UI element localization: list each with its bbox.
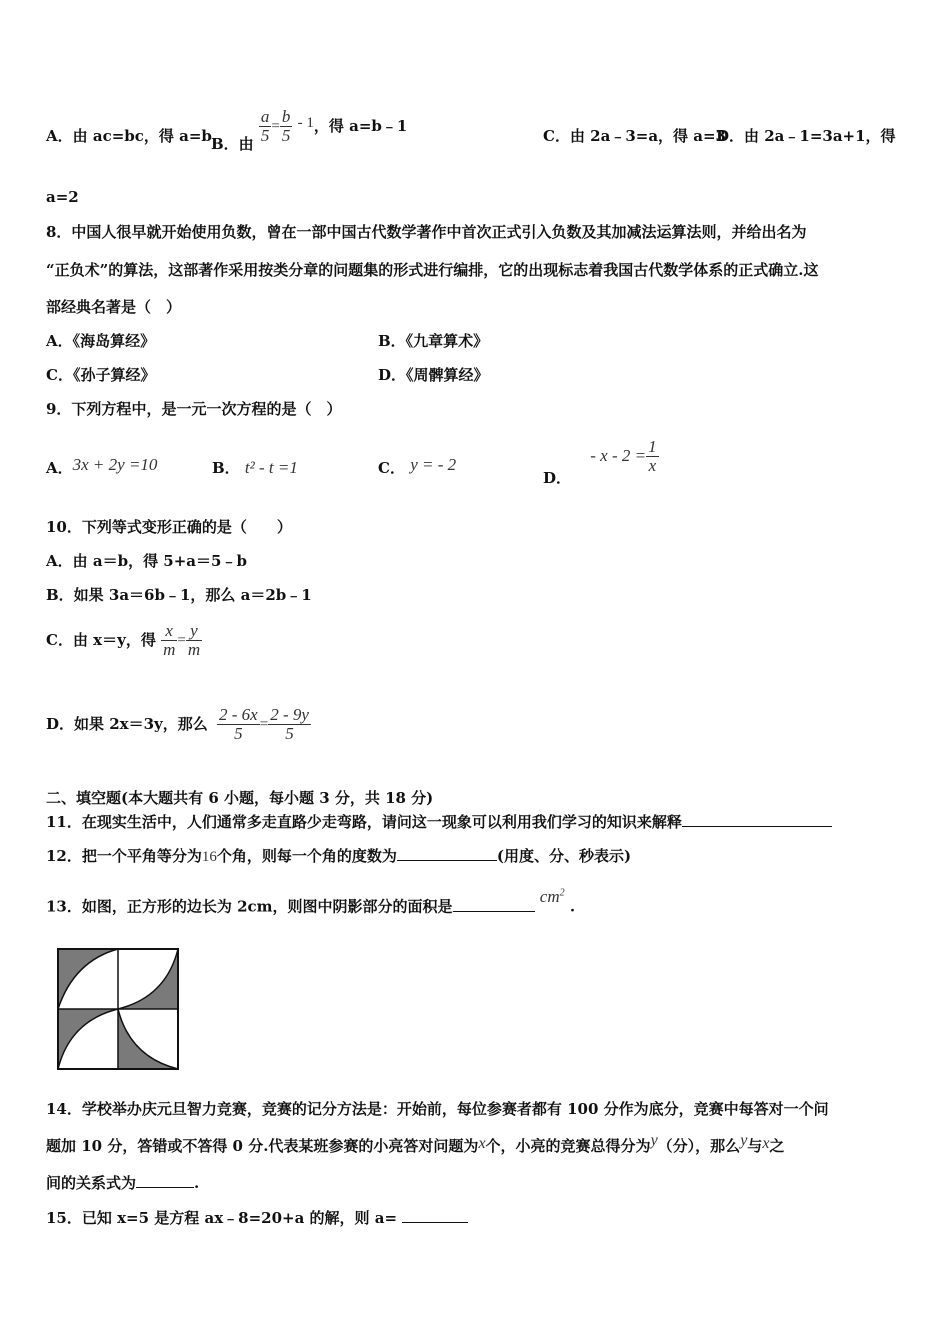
- q7-option-a: A．由 ac=bc，得 a=b: [46, 127, 212, 145]
- q8-option-c: C．《孙子算经》: [46, 366, 156, 384]
- q8-stem-line3: 部经典名著是（ ）: [46, 298, 182, 316]
- q7-b-fraction-b: $\frac{b}{5}$: [281, 107, 291, 145]
- q9-option-a: A．3x + 2y =10: [46, 455, 158, 477]
- q10-d-fraction-right: $\frac{2 - 9y}{5}$: [270, 705, 309, 743]
- q10-option-d: D．如果 2x＝3y，那么 $\frac{2 - 6x}{5}$ = $\frac{2 - 9y}{5}$: [46, 705, 309, 743]
- q9-option-c: C． y = - 2: [378, 455, 457, 477]
- shade-bottom-left: [58, 1009, 118, 1069]
- q8-option-a: A．《海岛算经》: [46, 332, 156, 350]
- q13: 13．如图，正方形的边长为 2cm，则图中阴影部分的面积是 $cm^2$ .: [46, 886, 576, 916]
- q10-d-fraction-left: $\frac{2 - 6x}{5}$: [219, 705, 258, 743]
- shade-top-left: [58, 949, 118, 1009]
- section-header-fill-blank: 二、填空题(本大题共有 6 小题，每小题 3 分，共 18 分): [46, 789, 434, 807]
- q10-c-fraction-y: $\frac{y}{m}$: [187, 621, 201, 659]
- q10-option-c: C．由 x＝y，得 $\frac{x}{m}$ = $\frac{y}{m}$: [46, 621, 201, 659]
- q10-stem: 10．下列等式变形正确的是（ ）: [46, 518, 292, 536]
- q10-c-fraction-x: $\frac{x}{m}$: [163, 621, 176, 659]
- q8-stem-line2: “正负术”的算法，这部著作采用按类分章的问题集的形式进行编排，它的出现标志着我国古代数学体系的正式确立.这: [46, 261, 819, 279]
- q7-option-b: B．由 $\frac{a}{5}$ = $\frac{b}{5}$ - 1，得 a=b﹣1: [211, 107, 408, 153]
- q7-option-d-cont: a=2: [46, 188, 79, 206]
- q14-answer-blank[interactable]: [136, 1173, 194, 1188]
- q7-option-d: D．由 2a﹣1=3a+1，得: [716, 127, 896, 145]
- q15: 15．已知 x=5 是方程 ax﹣8=20+a 的解，则 a=: [46, 1208, 468, 1228]
- q14-line1: 14．学校举办庆元旦智力竞赛，竞赛的记分方法是：开始前，每位参赛者都有 100 分作为底分，竞赛中每答对一个问: [46, 1100, 829, 1118]
- q14-line2: 题加 10 分，答错或不答得 0 分.代表某班参赛的小亮答对问题为x个，小亮的竞赛总得分为y（分），那么y与x之: [46, 1132, 785, 1155]
- q7-b-fraction-a: $\frac{a}{5}$: [260, 107, 270, 145]
- q8-option-d: D．《周髀算经》: [378, 366, 489, 384]
- q12-answer-blank[interactable]: [397, 846, 497, 861]
- q9-option-b: B． t² - t =1: [212, 458, 298, 477]
- q14-line3: 间的关系式为 .: [46, 1174, 200, 1192]
- q9-stem: 9．下列方程中，是一元一次方程的是（ ）: [46, 400, 342, 418]
- q8-option-b: B．《九章算术》: [378, 332, 489, 350]
- q10-option-a: A．由 a＝b，得 5+a＝5﹣b: [46, 552, 247, 570]
- q9-d-fraction: $\frac{1}{x}$: [648, 437, 657, 475]
- q11-answer-blank[interactable]: [682, 812, 832, 827]
- q15-answer-blank[interactable]: [402, 1208, 468, 1223]
- q10-option-b: B．如果 3a＝6b﹣1，那么 a＝2b﹣1: [46, 586, 312, 604]
- q13-answer-blank[interactable]: [453, 897, 535, 912]
- q12: 12．把一个平角等分为16个角，则每一个角的度数为 (用度、分、秒表示): [46, 847, 632, 865]
- shade-bottom-right: [118, 1009, 178, 1069]
- q8-stem-line1: 8．中国人很早就开始使用负数，曾在一部中国古代数学著作中首次正式引入负数及其加减法运算法则，并给出名为: [46, 223, 807, 241]
- q11: 11．在现实生活中，人们通常多走直路少走弯路，请问这一现象可以利用我们学习的知识来解释: [46, 812, 832, 832]
- q13-figure-square: [56, 947, 180, 1071]
- q9-option-d: D． - x - 2 = $\frac{1}{x}$: [543, 437, 657, 487]
- q7-option-c: C．由 2a﹣3=a，得 a=3: [543, 127, 726, 145]
